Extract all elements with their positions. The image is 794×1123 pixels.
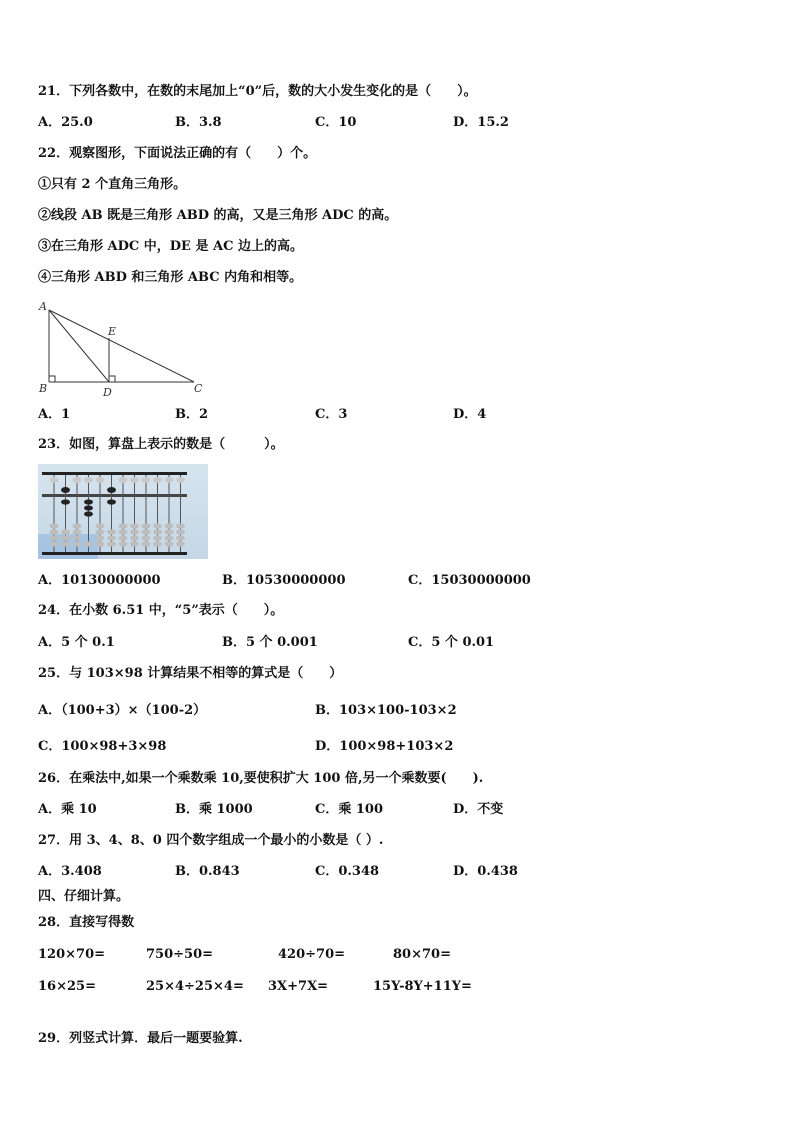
label-a: A: [39, 300, 47, 313]
q27-option-d: D．0.438: [453, 864, 518, 879]
abacus-bead: [142, 535, 151, 540]
abacus-bead: [84, 511, 93, 516]
abacus-bead: [130, 535, 139, 540]
abacus-bead: [73, 477, 82, 483]
abacus-bead: [50, 541, 59, 546]
abacus-bead: [84, 477, 93, 483]
abacus-bead: [61, 499, 70, 504]
q28-item-6: 25×4÷25×4=: [146, 979, 244, 994]
abacus-bead: [96, 477, 105, 483]
q28-item-7: 3X+7X=: [268, 979, 329, 994]
abacus-bead: [96, 523, 105, 528]
q22-option-d: D．4: [453, 407, 487, 422]
abacus-bead: [107, 499, 116, 504]
abacus-bead: [165, 477, 174, 483]
label-d: D: [103, 386, 112, 398]
q28-item-2: 750÷50=: [146, 947, 214, 962]
q26-option-a: A．乘 10: [38, 802, 97, 817]
q28-item-3: 420÷70=: [278, 947, 346, 962]
abacus-bead: [73, 529, 82, 534]
q21-option-b: B．3.8: [175, 115, 222, 130]
triangle-figure: [36, 298, 211, 398]
abacus-bead: [61, 541, 70, 546]
q23-option-a: A．10130000000: [38, 573, 161, 588]
abacus-bead: [142, 529, 151, 534]
question-28: 28．直接写得数: [38, 915, 135, 930]
abacus-bead: [50, 477, 59, 483]
q26-option-c: C．乘 100: [315, 802, 384, 817]
abacus-bead: [153, 529, 162, 534]
abacus-bead: [50, 523, 59, 528]
abacus-bead: [96, 535, 105, 540]
segment-ac: [49, 310, 194, 382]
abacus-bead: [107, 487, 116, 493]
q28-item-8: 15Y-8Y+11Y=: [373, 979, 472, 994]
abacus-bead: [50, 535, 59, 540]
abacus-bead: [130, 541, 139, 546]
abacus-bead: [142, 541, 151, 546]
abacus-bead: [61, 487, 70, 493]
q25-option-a: A．（100+3）×（100-2）: [38, 703, 207, 718]
q27-option-b: B．0.843: [175, 864, 240, 879]
abacus-bead: [61, 535, 70, 540]
abacus-bead: [73, 523, 82, 528]
q22-option-c: C．3: [315, 407, 348, 422]
abacus-bead: [176, 541, 185, 546]
abacus-bead: [119, 535, 128, 540]
q23-option-c: C．15030000000: [408, 573, 531, 588]
section-4-title: 四、仔细计算。: [38, 889, 130, 904]
q27-option-c: C．0.348: [315, 864, 380, 879]
abacus-bead: [142, 477, 151, 483]
abacus-bead: [119, 541, 128, 546]
q22-statement-1: ①只有 2 个直角三角形。: [38, 177, 187, 192]
q22-option-a: A．1: [38, 407, 71, 422]
label-c: C: [194, 382, 203, 395]
right-angle-b: [49, 376, 55, 382]
abacus-bead: [176, 477, 185, 483]
abacus-bead: [84, 541, 93, 546]
question-21: 21．下列各数中，在数的末尾加上“0”后，数的大小发生变化的是（ ）。: [38, 84, 477, 99]
abacus-bead: [96, 541, 105, 546]
q21-option-c: C．10: [315, 115, 357, 130]
q25-option-d: D．100×98+103×2: [315, 739, 454, 754]
abacus-bead: [153, 523, 162, 528]
label-e: E: [108, 325, 117, 338]
abacus-bead: [165, 529, 174, 534]
right-angle-d: [109, 376, 115, 382]
abacus-bead: [107, 535, 116, 540]
q27-option-a: A．3.408: [38, 864, 102, 879]
abacus-bead: [73, 535, 82, 540]
q22-statement-2: ②线段 AB 既是三角形 ABD 的高，又是三角形 ADC 的高。: [38, 208, 398, 223]
q28-item-4: 80×70=: [393, 947, 451, 962]
abacus-bead: [153, 535, 162, 540]
q24-option-c: C．5 个 0.01: [408, 635, 495, 650]
q24-option-a: A．5 个 0.1: [38, 635, 115, 650]
q28-item-1: 120×70=: [38, 947, 106, 962]
abacus-bead: [165, 535, 174, 540]
abacus-bead: [176, 535, 185, 540]
q25-option-c: C．100×98+3×98: [38, 739, 167, 754]
q22-statement-3: ③在三角形 ADC 中，DE 是 AC 边上的高。: [38, 239, 303, 254]
segment-ad: [49, 310, 109, 382]
abacus-bead: [176, 523, 185, 528]
abacus-bead: [107, 541, 116, 546]
q24-option-b: B．5 个 0.001: [222, 635, 318, 650]
question-29: 29．列竖式计算．最后一题要验算.: [38, 1031, 243, 1046]
question-25: 25．与 103×98 计算结果不相等的算式是（ ）: [38, 666, 343, 681]
abacus-bead: [50, 529, 59, 534]
abacus-bead: [153, 541, 162, 546]
q28-item-5: 16×25=: [38, 979, 96, 994]
question-22: 22．观察图形，下面说法正确的有（ ）个。: [38, 146, 317, 161]
abacus-bead: [107, 529, 116, 534]
q22-option-b: B．2: [175, 407, 209, 422]
abacus-bead: [176, 529, 185, 534]
abacus-image: [38, 464, 208, 559]
question-24: 24．在小数 6.51 中，“5”表示（ ）。: [38, 603, 284, 618]
abacus-bead: [119, 523, 128, 528]
question-23: 23．如图，算盘上表示的数是（ ）。: [38, 437, 284, 452]
abacus-bead: [61, 529, 70, 534]
abacus-bead: [130, 477, 139, 483]
abacus-bead: [165, 523, 174, 528]
q21-option-a: A．25.0: [38, 115, 93, 130]
abacus-bead: [119, 529, 128, 534]
q26-option-b: B．乘 1000: [175, 802, 253, 817]
abacus-bead: [165, 541, 174, 546]
abacus-bead: [119, 477, 128, 483]
q22-statement-4: ④三角形 ABD 和三角形 ABC 内角和相等。: [38, 270, 303, 285]
question-27: 27．用 3、4、8、0 四个数字组成一个最小的小数是（ ）.: [38, 833, 384, 848]
abacus-bead: [142, 523, 151, 528]
abacus-bead: [130, 523, 139, 528]
q26-option-d: D．不变: [453, 802, 504, 817]
abacus-bead: [84, 505, 93, 510]
question-26: 26．在乘法中,如果一个乘数乘 10,要使积扩大 100 倍,另一个乘数要( ).: [38, 771, 484, 786]
abacus-bead: [84, 499, 93, 504]
q23-option-b: B．10530000000: [222, 573, 346, 588]
abacus-bead: [73, 541, 82, 546]
abacus-bead: [130, 529, 139, 534]
q21-option-d: D．15.2: [453, 115, 509, 130]
abacus-bead: [96, 529, 105, 534]
abacus-bead: [153, 477, 162, 483]
label-b: B: [39, 382, 48, 395]
q25-option-b: B．103×100-103×2: [315, 703, 457, 718]
